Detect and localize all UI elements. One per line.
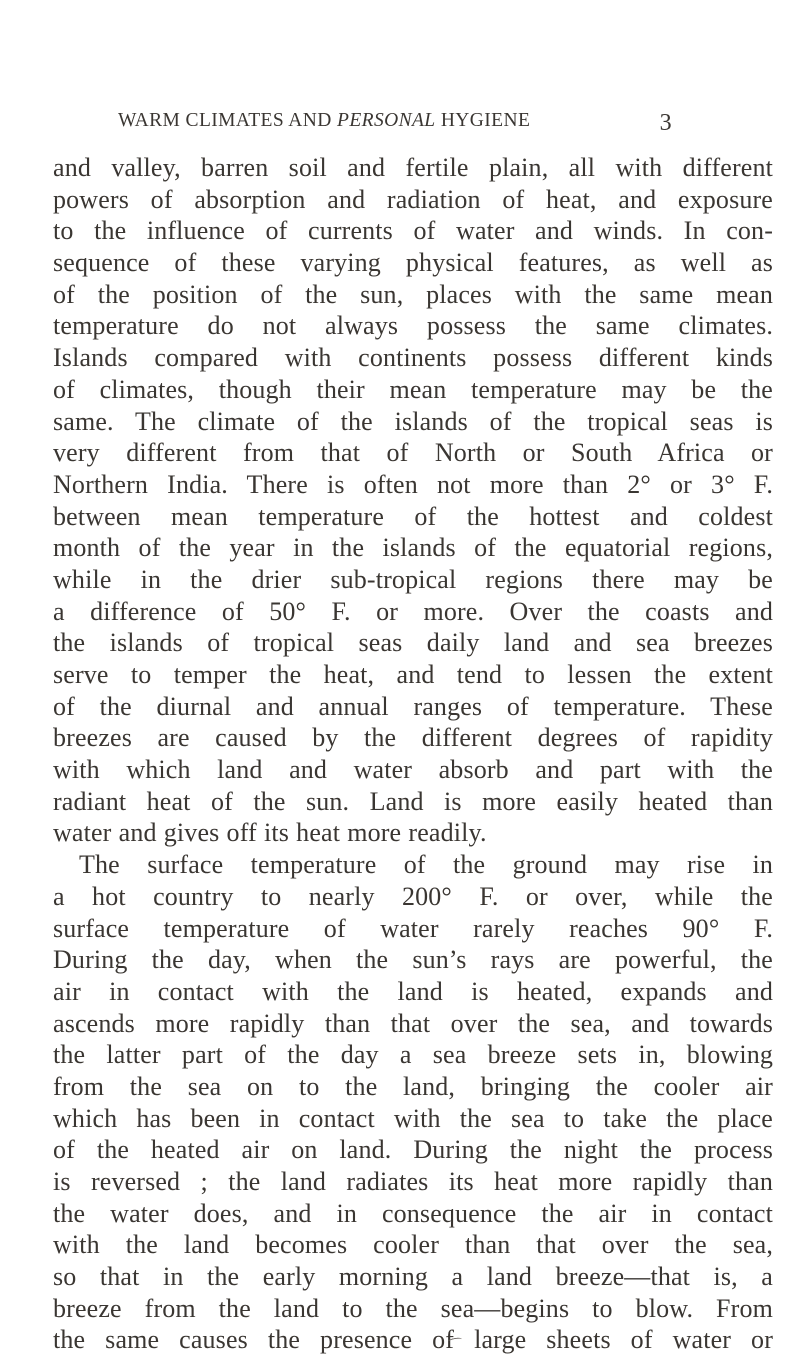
text-line: serve to temper the heat, and tend to lessen the extent (53, 660, 773, 689)
text-line: Islands compared with continents possess different kinds (53, 343, 773, 373)
text-line: is reversed ; the land radiates its heat more rapidly than (53, 1167, 773, 1196)
text-line: Northern India. There is often not more than 2° or 3° F. (53, 469, 773, 499)
text-line: The surface temperature of the ground may rise in (79, 850, 773, 880)
text-line: a difference of 50° F. or more. Over the coasts and (53, 596, 773, 626)
text-line: and valley, barren soil and fertile plain, all with different (53, 153, 773, 182)
text-line: the latter part of the day a sea breeze sets in, blowing (53, 1040, 773, 1070)
text-line: powers of absorption and radiation of heat, and exposure (53, 184, 773, 214)
text-line: very different from that of North or South Africa or (53, 438, 773, 468)
text-line: of the position of the sun, places with the same mean (53, 279, 773, 309)
body-text (53, 152, 773, 1356)
text-line: between mean temperature of the hottest and coldest (53, 501, 773, 531)
text-line: surface temperature of water rarely reaches 90° F. (53, 913, 773, 943)
text-line: ascends more rapidly than that over the sea, and towards (53, 1008, 773, 1038)
text-line: the water does, and in consequence the air in contact (53, 1198, 773, 1228)
text-line: radiant heat of the sun. Land is more easily heated than (53, 786, 773, 816)
text-line: of the diurnal and annual ranges of temperature. These (53, 691, 773, 721)
text-line: which has been in contact with the sea to take the place (53, 1103, 773, 1133)
text-line: air in contact with the land is heated, expands and (53, 976, 773, 1006)
text-line: the same causes the presence of large sheets of water or (53, 1325, 773, 1355)
text-line: a hot country to nearly 200° F. or over, while the (53, 881, 773, 911)
text-line: with which land and water absorb and part with the (53, 755, 773, 785)
text-line: from the sea on to the land, bringing the cooler air (53, 1071, 773, 1101)
header-title-part2: HYGIENE (435, 110, 531, 131)
text-line: the islands of tropical seas daily land and sea breezes (53, 628, 773, 658)
text-line: breezes are caused by the different degrees of rapidity (53, 723, 773, 753)
header-title-part1: WARM CLIMATES AND (118, 110, 338, 131)
running-header (118, 110, 672, 140)
text-line: sequence of these varying physical features, as well as (53, 248, 773, 278)
text-line: same. The climate of the islands of the tropical seas is (53, 406, 773, 436)
text-line: During the day, when the sun’s rays are powerful, the (53, 945, 773, 975)
text-line: while in the drier sub-tropical regions there may be (53, 564, 773, 594)
text-line: of the heated air on land. During the night the process (53, 1135, 773, 1165)
text-line: water and gives off its heat more readily. (53, 818, 487, 848)
text-line: to the influence of currents of water and winds. In con- (53, 216, 773, 246)
page-number: 3 (659, 110, 672, 136)
header-title-italic: PERSONAL (337, 110, 436, 131)
text-line: with the land becomes cooler than that over the sea, (53, 1230, 773, 1260)
text-line: so that in the early morning a land breeze—that is, a (53, 1262, 773, 1292)
text-line: breeze from the land to the sea—begins to blow. From (53, 1293, 773, 1323)
text-line: month of the year in the islands of the equatorial regions, (53, 533, 773, 563)
text-line: temperature do not always possess the same climates. (53, 311, 773, 341)
text-line: of climates, though their mean temperature may be the (53, 374, 773, 404)
